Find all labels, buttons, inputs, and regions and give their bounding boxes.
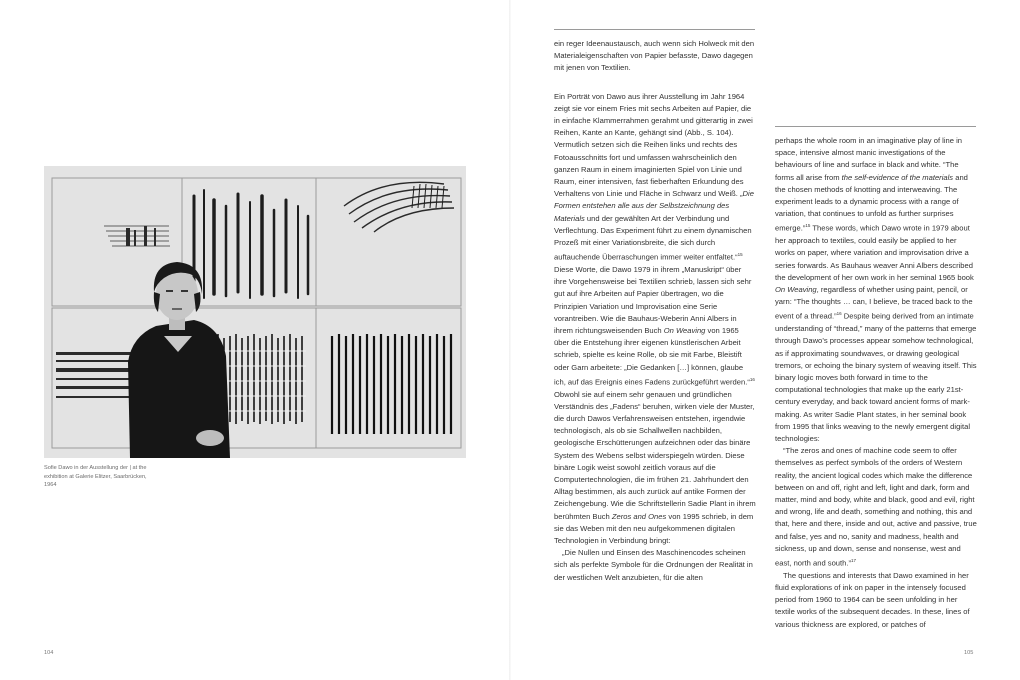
english-text: and the chosen methods of knotting and interweaving. The experiment leads to a dynamic process with a range of variation, that continues to unfold as further surprises emerge.” [775,172,968,233]
german-text: von 1995 schrieb, in dem sie das Weben mit den neu aufgekommenen digitalen Technologien in Verbindung bringt: [554,511,754,545]
photo-caption: Sofie Dawo in der Ausstellung der | at the exhibition at Galerie Elitzer, Saarbrücken, 1964 [44,465,147,489]
german-text: Ein Porträt von Dawo aus ihrer Ausstellung im Jahr 1964 zeigt sie vor einem Fries mit sechs Arbeiten auf Papier, die in einfache Klammerrahmen gerahmt und gitterartig in zwei Reihen, Kante an Kante, gehängt sind (Abb., S. 104). Vermutlich setzen sich die Reihen links und rechts des Fotoausschnitts fort und umfassen wahrscheinlich den ganzen Raum in einem imaginierten Spiel von Linie und Raum, einer intensiven, fast fieberhaften Erkundung des Verhaltens von Linie und Fläche in Schwarz und Weiß. „ [554,91,753,199]
exhibition-photo [44,166,466,458]
german-paragraph-1: ein reger Ideenaustausch, auch wenn sich Holweck mit den Materialeigenschaften von Papier befasste, Dawo dagegen mit jenen von Textilien. [554,39,755,73]
german-italic-text: Zeros and Ones [611,511,667,521]
english-text: perhaps the whole room in an imaginative play of line in space, intensive almost manic investigations of the behaviours of line and surface in black and white. “The forms all arise from [775,136,962,182]
footnote-marker: 15 [805,223,811,229]
english-text: Despite being derived from an intimate understanding of “thread,” many of the patterns that emerge through Dawo’s processes appear somehow technological, as if approximating soundwaves, or drawing geological tremors, or echoing the binary system of weaving itself. This binary logic moves both forward in time to the computational technologies that make up the early 21st-century everyday, and back toward ancient forms of mark-making. As writer Sadie Plant states, in her seminal book from 1995 that links weaving to the newly emergent digital technologies: [775,311,977,443]
german-text: Diese Worte, die Dawo 1979 in ihrem „Manuskript“ über ihre Vorgehensweise bei Textilien schrieb, lassen sich sehr gut auf ihre Arbeiten auf Papier übertragen, wo die Prinzipien Variation und Improvisation eine Serie vorantreiben. Wie die Bauhaus-Weberin Anni Albers in ihrem richtungsweisenden Buch [554,264,752,335]
footnote-marker: 16 [749,376,755,382]
column-rule-english [775,126,976,127]
english-text: , regardless of whether using paint, pencil, or yarn: “The thoughts … can, I believe, be traced back to the event of a thread.” [775,284,973,321]
footnote-marker: 15 [737,252,743,258]
english-paragraph-1 [775,135,977,445]
english-italic-text: the self-evidence of the materials [841,172,954,182]
page-number-right: 105 [964,650,974,656]
german-text: Obwohl sie auf einem sehr genauen und gründlichen Verständnis des „Fadens“ beruhen, wirken viele der Muster, die durch Dawos Verfahrensweisen entstehen, irgendwie technologisch, als ob sie Schallwellen nachbilden, geologische Erschütterungen aufzeichnen oder das binäre System des Webens selbst widerspiegeln würden. Diese binäre Logik weist sowohl zeitlich voraus auf die Computertechnologien, die im frühen 21. Jahrhundert den Alltag bestimmen, als auch zurück auf antike Formen der Zeichengebung. Wie die Schriftstellerin Sadie Plant in ihrem berühmten Buch [554,389,756,521]
footnote-marker: 16 [836,311,842,317]
german-italic-text: Die Formen entstehen alle aus der Selbstzeichnung des Materials [554,189,754,223]
german-text: und der gewählten Art der Verbindung und Verflechtung. Das Experiment führt zu einem dynamischen Prozeß mit einer Variationsbreite, die sich durch auftauchende Überraschungen immer weiter entfaltet.“ [554,213,752,262]
english-italic-text: On Weaving [775,284,817,294]
german-paragraph-2 [554,91,756,548]
german-column [554,38,756,584]
english-paragraph-3: The questions and interests that Dawo examined in her fluid explorations of ink on paper in the intensely focused period from 1960 to 1964 can be seen unfolding in her textile works of the subsequent decades. In these, lines of various thickness are explored, or patches of [775,570,970,629]
footnote-marker: 17 [851,557,857,563]
german-text: von 1965 über die Entstehung ihrer eigenen künstlerischen Arbeit schrieb, spielte es keine Rolle, ob sie mit Farbe, Bleistift oder Garn arbeitete: „Die Gedanken […] können, glaube ich, auf das Ereignis eines Fadens zurückgeführt werden.“ [554,326,750,387]
column-rule-german [554,29,755,30]
page-fold [509,0,511,680]
english-text: “The zeros and ones of machine code seem to offer themselves as perfect symbols of the orders of Western reality, the ancient logical codes which make the difference between on and off, right and left, light and dark, form and matter, mind and body, white and black, good and evil, right and wrong, life and death, something and nothing, this and that, here and there, inside and out, active and passive, true and false, yes and no, sanity and madness, health and sickness, up and down, sense and nonsense, west and east, north and south.” [775,446,977,568]
german-italic-text: On Weaving [663,326,706,335]
english-column [775,135,977,631]
english-paragraph-2 [775,445,977,570]
page-number-left: 104 [44,650,54,656]
english-text: These words, which Dawo wrote in 1979 about her approach to textiles, could easily be applied to her works on paper, where variation and improvisation drive a series forwards. As Bauhaus weaver Anni Albers described the development of her own work in her seminal 1965 book [775,223,974,282]
german-paragraph-3: „Die Nullen und Einsen des Maschinencodes scheinen sich als perfekte Symbole für die Ordnungen der Realität in der westlichen Welt anzubieten, für die alten [554,548,753,582]
